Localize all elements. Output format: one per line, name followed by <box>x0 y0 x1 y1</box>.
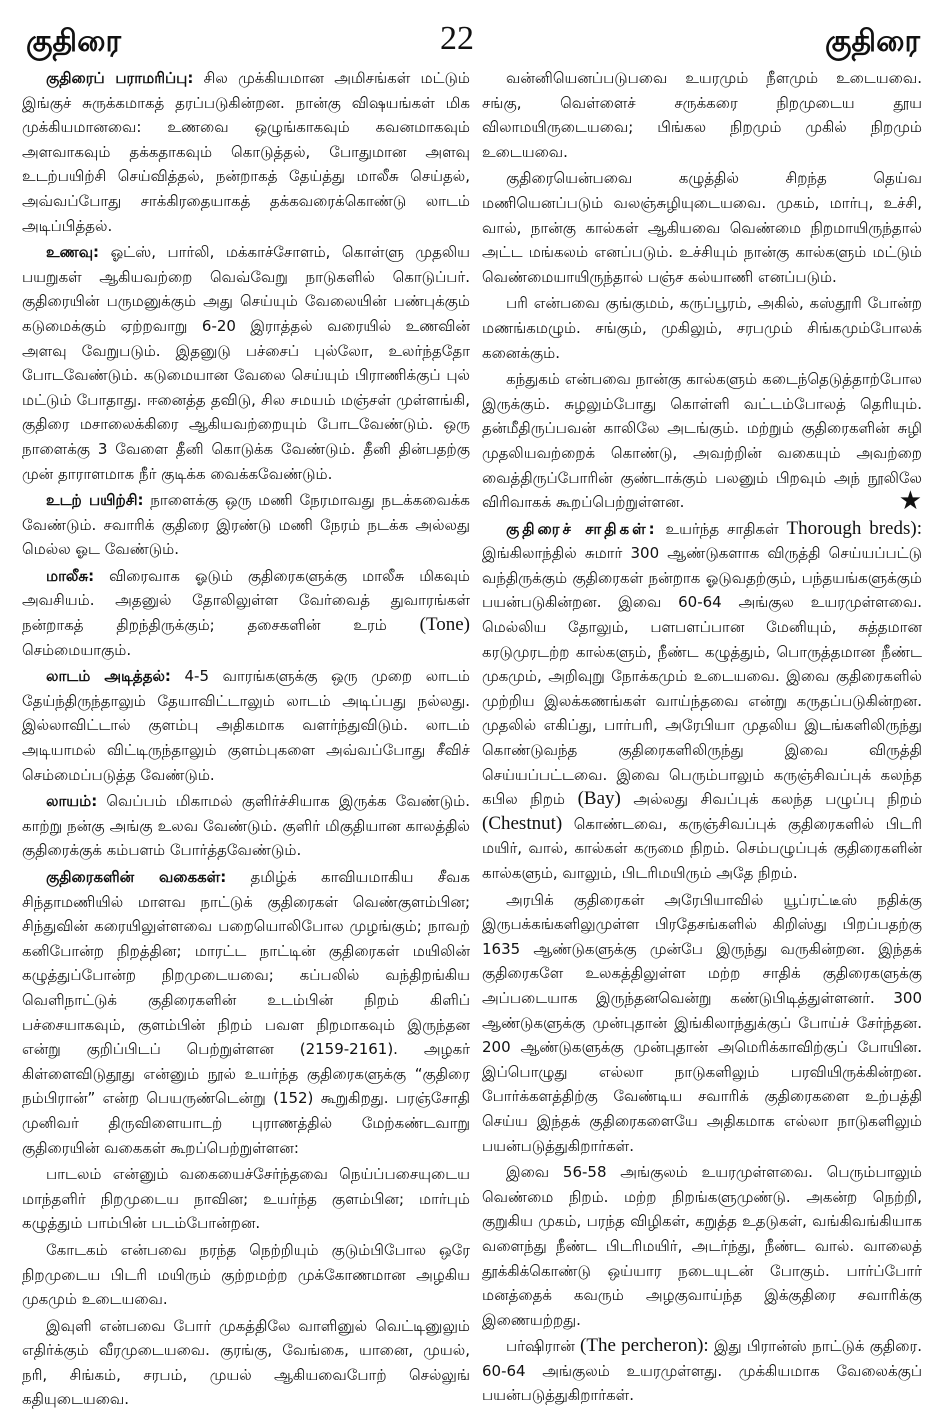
paragraph-types <box>22 865 470 1160</box>
paragraph-kanthukam <box>482 367 922 515</box>
latin-thoroughbreds: Thorough breds): <box>786 517 922 539</box>
paragraph-exercise <box>22 488 470 562</box>
paragraph-vanni: வன்னியெனப்படுபவை உயரமும் நீளமும் உடையவை. சங்கு, வெள்ளைச் சருக்கரை நிறமுடைய தூய விலாமயிருடையவை; பிங்கல நிறமும் முகில் நிறமும் உடையவை. <box>482 69 922 161</box>
page-number: 22 <box>440 20 474 57</box>
paragraph-pari: பரி என்பவை குங்குமம், கருப்பூரம், அகில், கஸ்தூரி போன்ற மணங்கமழும். சங்கும், முகிலும், சரபமும் சிங்கமும்போலக் கனைக்கும். <box>482 294 922 362</box>
text-shoeing: 4-5 வாரங்களுக்கு ஒரு முறை லாடம் தேய்ந்திருந்தாலும் தேயாவிட்டாலும் லாடம் அடிப்பது நல்லது. இல்லாவிட்டால் குளம்பு அதிகமாக வளர்ந்துவிடும். லாடம் அடியாமல் விட்டிருந்தாலும் குளம்புகளை அவ்வப்போது சீவிச் செம்மைப்படுத்த வேண்டும். <box>22 667 471 784</box>
text-food: ஓட்ஸ், பார்லி, மக்காச்சோளம், கொள்ளு முதலிய பயறுகள் ஆகியவற்றை வெவ்வேறு நாடுகளில் கொடுப்பர். குதிரையின் பருமனுக்கும் அது செய்யும் வேலையின் பண்புக்கும் கடுமைக்கும் ஏற்றவாறு 6-20 இராத்தல் வரையில் உணவின் அளவு வேறுபடும். இதனுடு பச்சைப் புல்லோ, உலர்ந்ததோ போடவேண்டும். கடுமையான வேலை செய்யும் பிராணிக்குப் புல் மட்டும் போதாது. ஈனைத்த தவிடு, சில சமயம் மஞ்சள் முள்ளங்கி, குதிரை மசாலைக்கிரை ஆகியவற்றையும் போடவேண்டும். ஒரு நாளைக்கு 3 வேளை தீனி கொடுக்க வேண்டும். தீனி தின்பதற்கு முன் தாராளமாக நீர் குடிக்க வைக்கவேண்டும். <box>22 243 470 483</box>
heading-shoeing: லாடம் அடித்தல்: <box>46 667 171 686</box>
paragraph-arab: அரபிக் குதிரைகள் அரேபியாவில் யூப்ரட்டீஸ் நதிக்கு இருபக்கங்களிலுமுள்ள பிரதேசங்களில் கிறிஸ்து பிறப்பதற்கு 1635 ஆண்டுகளுக்கு முன்பே இருந்து வருகின்றன. இந்தக் குதிரைகளே உலகத்திலுள்ள மற்ற சாதிக் குதிரைகளுக்கு அப்படையாக இருந்தனவென்று கண்டுபிடித்துள்ளனர். 300 ஆண்டுகளுக்கு முன்புதான் இங்கிலாந்துக்குப் போய்ச் சேர்ந்தன. 200 ஆண்டுகளுக்கு முன்புதான் அமெரிக்காவிற்குப் போயின. இப்பொழுது எல்லா நாடுகளிலும் பரவியிருக்கின்றன. போர்க்களத்திற்கு வேண்டிய சவாரிக் குதிரைகளை உற்பத்தி செய்ய இந்தக் குதிரைகளையே அதிகமாக எல்லா நாடுகளிலும் பயன்படுத்துகிறார்கள். <box>482 890 922 1155</box>
heading-massage: மாலீசு: <box>46 566 95 585</box>
latin-chestnut: (Chestnut) <box>482 812 563 834</box>
text-massage-b: செம்மையாகும். <box>22 640 132 659</box>
heading-types: குதிரைகளின் வகைகள்: <box>46 868 227 886</box>
text-kanthukam: கந்துகம் என்பவை நான்கு கால்களும் கடைந்தெடுத்தாற்போல இருக்கும். சுழலும்போது கொள்ளி வட்டம்போலத் தெரியும். தன்மீதிருப்பவன் காலிலே அடங்கும். மற்றும் குதிரைகளின் சுழி முதலியவற்றைக் கொண்டு, அவற்றின் வகையும் அவற்றை வைத்திருப்போரின் குண்டாக்கும் பலனும் பிறவும் அந் நூலிலே விரிவாகக் கூறப்பெற்றுள்ளன. <box>482 370 922 512</box>
text-percheron: இது பிரான்ஸ் நாட்டுக் குதிரை. 60-64 அங்குலம் உயரமுள்ளது. முக்கியமாக வேலைக்குப் பயன்படுத்துகிறார்கள். <box>482 1337 922 1405</box>
heading-food: உணவு: <box>46 243 100 262</box>
left-column <box>22 66 470 1414</box>
text-breeds-d: கொண்டவை, கருஞ்சிவப்புக் குதிரைகளில் பிடரி மயிர், வால், கால்கள் கருமை நிறம். செம்பழுப்புக் குதிரைகளின் கால்களும், வாலும், பிடரிமயிரும் அதே நிறம். <box>482 814 922 882</box>
paragraph-care <box>22 66 470 238</box>
paragraph-stable <box>22 789 470 863</box>
page-header <box>0 0 940 60</box>
paragraph-kodakam: கோடகம் என்பவை நரந்த நெற்றியும் குடும்பிபோல ஒரே நிறமுடைய பிடரி மயிரும் குற்றமற்ற முக்கோணமான அழகிய முகமும் உடையவை. <box>22 1240 470 1309</box>
text-exercise: நாளைக்கு ஒரு மணி நேரமாவது நடக்கவைக்க வேண்டும். சவாரிக் குதிரை இரண்டு மணி நேரம் நடக்க அல்லது மெல்ல ஓட வேண்டும். <box>22 491 470 559</box>
text-breeds-b: இங்கிலாந்தில் சுமார் 300 ஆண்டுகளாக விருத்தி செய்யப்பட்டு வந்திருக்கும் குதிரைகள் நன்றாக ஓடுவதற்கும், பந்தயங்களுக்கும் பயன்படுகின்றன. இவை 60-64 அங்குல உயரமுள்ளவை. மெல்லிய தோலும், பளபளப்பான மேனியும், சுத்தமான கரடுமுரடற்ற கால்களும், நீண்ட கழுத்தும், பொருத்தமான நீண்ட முகமும், அறிவுறு நோக்கமும் உடையவை. இவை குதிரைகளில் முற்றிய இலக்கணங்கள் வாய்ந்தவை என்று கருதப்படுகின்றன. முதலில் எகிப்து, பார்பரி, அரேபியா முதலிய இடங்களிலிருந்து கொண்டுவந்த குதிரைகளிலிருந்து இவை விருத்தி செய்யப்பட்டவை. இவை பெரும்பாலும் கருஞ்சிவப்புக் கலந்த கபில நிறம் <box>482 544 922 809</box>
text-breeds-a: உயர்ந்த சாதிகள் <box>657 519 787 538</box>
heading-care: குதிரைப் பராமரிப்பு: <box>46 69 194 87</box>
paragraph-patalam: பாடலம் என்னும் வகையைச்சேர்ந்தவை நெய்ப்பசையுடைய மாந்தளிர் நிறமுடைய நாவின; உயர்ந்த குளம்பின; மார்பும் கழுத்தும் பாம்பின் படம்போன்றன. <box>22 1165 470 1233</box>
right-column <box>482 66 922 1410</box>
paragraph-food <box>22 240 470 486</box>
header-right-title: குதிரை <box>825 24 920 59</box>
text-care: சில முக்கியமான அமிசங்கள் மட்டும் இங்குச் சுருக்கமாகத் தரப்படுகின்றன. நான்கு விஷயங்கள் மிக முக்கியமானவை: உணவை ஒழுங்காகவும் கவனமாகவும் அளவாகவும் தக்கதாகவும் கொடுத்தல், போதுமான அளவு உடற்பயிற்சி செய்வித்தல், நன்றாகத் தேய்த்து மாலீசு செய்தல், அவ்வப்போது சாக்கிரதையாகத் தக்கவரைக்கொண்டு லாடம் அடிப்பித்தல். <box>22 69 471 235</box>
heading-stable: லாயம்: <box>46 792 98 811</box>
header-left-title: குதிரை <box>26 24 121 59</box>
paragraph-kuthirai: குதிரையென்பவை கழுத்தில் சிறந்த தெய்வ மணியெனப்படும் வலஞ்சுழியுடையவை. முகம், மார்பு, உச்சி, வால், நான்கு கால்கள் ஆகியவை வெண்மை நிறமாயிருந்தால் அட்ட மங்கலம் எனப்படும். உச்சியும் நான்கு கால்களும் மட்டும் வெண்மையாயிருந்தால் பஞ்ச கல்யாணி எனப்படும். <box>482 169 922 286</box>
latin-percheron: (The percheron): <box>574 1335 709 1357</box>
paragraph-percheron <box>482 1334 922 1408</box>
text-breeds-c: அல்லது சிவப்புக் கலந்த பழுப்பு நிறம் <box>620 790 922 809</box>
paragraph-shoeing <box>22 664 470 787</box>
star-icon: ★ <box>898 486 922 517</box>
text-massage-a: விரைவாக ஓடும் குதிரைகளுக்கு மாலீசு மிகவும் அவசியம். அதனுல் தோலிலுள்ள வேர்வைத் துவாரங்கள் நன்றாகத் திறந்திருக்கும்; தசைகளின் உரம் <box>22 566 470 635</box>
latin-tone: (Tone) <box>419 614 470 636</box>
latin-bay: (Bay) <box>577 788 621 810</box>
paragraph-arab-features: இவை 56-58 அங்குலம் உயரமுள்ளவை. பெரும்பாலும் வெண்மை நிறம். மற்ற நிறங்களுமுண்டு. அகன்ற நெற்றி, குறுகிய முகம், பரந்த விழிகள், கறுத்த உதடுகள், வங்கிவங்கியாக வளைந்து நீண்ட பிடரிமயிர், அடர்ந்து, நீண்ட வால். வாலைத் தூக்கிக்கொண்டு ஒய்யார நடையுடன் போகும். பார்ப்போர் மனத்தைக் கவரும் அழகுவாய்ந்த இக்குதிரை சவாரிக்கு இணையற்றது. <box>482 1163 922 1329</box>
paragraph-breeds <box>482 517 922 886</box>
heading-exercise: உடற் பயிற்சி: <box>46 491 144 510</box>
paragraph-ivuli: இவுளி என்பவை போர் முகத்திலே வாளினுல் வெட்டினுலும் எதிர்க்கும் வீரமுடையவை. குரங்கு, வேங்கை, யானை, முயல், நரி, சிங்கம், சரபம், முயல் ஆகியவைபோற் செல்லுங் கதியுடையவை. <box>22 1316 470 1409</box>
heading-percheron: பர்ஷிரான் <box>506 1337 575 1356</box>
text-types: தமிழ்க் காவியமாகிய சீவக சிந்தாமணியில் மாளவ நாட்டுக் குதிரைகள் வெண்குளம்பின; சிந்துவின் கரையிலுள்ளவை பறையொலிபோல முழங்கும்; நாவற் கனிபோன்ற நிறத்தின; மாரட்ட நாட்டின் குதிரைகள் மயிலின் கழுத்துப்போன்ற நிறமுடையவை; கப்பலில் வந்திறங்கிய வெளிநாட்டுக் குதிரைகளின் உடம்பின் நிறம் கிளிப் பச்சையாகவும், குளம்பின் நிறம் பவள நிறமாகவும் இருந்தன என்று குறிப்பிடப் பெற்றுள்ளன (2159-2161). அழகர் கிள்ளைவிடுதூது என்னும் நூல் உயர்ந்த குதிரைகளுக்கு “குதிரை நம்பிரான்” என்ற பெயருண்டென்று (152) கூறுகிறது. பரஞ்சோதி முனிவர் திருவிளையாடற் புராணத்தில் மேற்கண்டவாறு குதிரையின் வகைகள் கூறப்பெற்றுள்ளன: <box>22 868 470 1157</box>
heading-breeds: குதிரைச் சாதிகள்: <box>506 519 658 538</box>
text-stable: வெப்பம் மிகாமல் குளிர்ச்சியாக இருக்க வேண்டும். காற்று நன்கு அங்கு உலவ வேண்டும். குளிர் மிகுதியான காலத்தில் குதிரைக்குக் கம்பளம் போர்த்தவேண்டும். <box>22 792 470 860</box>
paragraph-massage <box>22 564 470 662</box>
